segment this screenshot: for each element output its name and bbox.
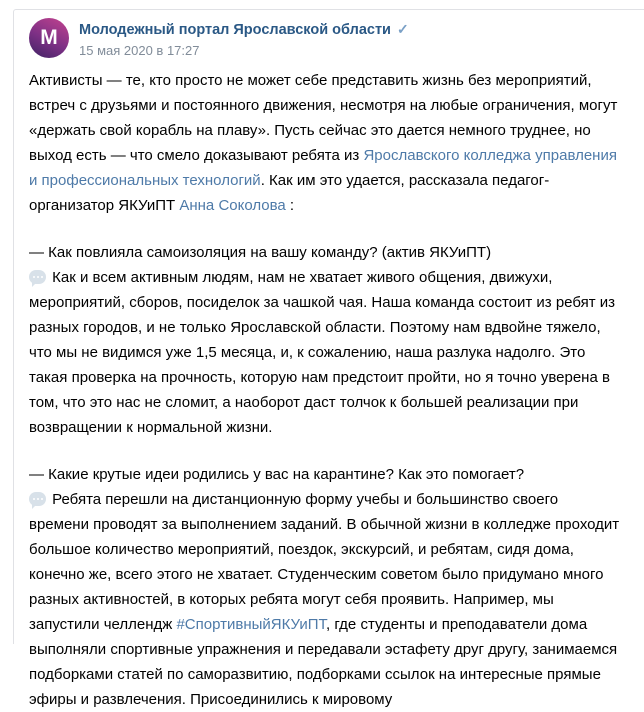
post-text-segment: — Как повлияла самоизоляция на вашу команду? (актив ЯКУиПТ) <box>29 244 491 261</box>
post-inline-link[interactable]: Ярославского колледжа управления и профессиональных технологий <box>29 147 617 189</box>
community-name-link[interactable]: Молодежный портал Ярославской области <box>79 22 391 38</box>
post-text-segment: Активисты — те, кто просто не может себе представить жизнь без мероприятий, встреч с друзьями и постоянного движения, несмотря на любые ограничения, могут «держать свой корабль на плаву». Пусть сейчас это дается немного труднее, но выход есть — что смело доказывают ребята из <box>29 72 617 164</box>
speech-bubble-emoji <box>29 270 46 284</box>
verified-icon: ✓ <box>397 21 409 37</box>
post-header-info <box>79 18 409 60</box>
post-text-segment: . Как им это удается, рассказала педагог-организатор ЯКУиПТ <box>29 172 549 214</box>
post-inline-link[interactable]: Анна Соколова <box>179 197 285 214</box>
post-text-segment: — Какие крутые идеи родились у вас на карантине? Как это помогает? <box>29 466 524 483</box>
emoji-dots <box>33 498 35 500</box>
post-timestamp-link[interactable]: 15 мая 2020 в 17:27 <box>79 42 199 60</box>
post-text <box>29 68 621 712</box>
post-text-segment: Как и всем активным людям, нам не хватает живого общения, движухи, мероприятий, сборов, посиделок за чашкой чая. Наша команда состоит из ребят из разных городов, и не только Ярославской области. Поэтому нам вдвойне тяжело, что мы не видимся уже 1,5 месяца, и, к сожалению, наша разлука надолго. Это такая проверка на прочность, которую нам предстоит пройти, но я точно уверена в том, что это нас не сломит, а наоборот даст толчок к большей реализации при возвращении к нормальной жизни. <box>29 269 615 436</box>
post-text-segment: : <box>286 197 294 214</box>
post-paragraph <box>29 68 621 218</box>
community-avatar[interactable]: M <box>29 18 69 58</box>
post-header <box>29 18 620 60</box>
post-inline-link[interactable]: #СпортивныйЯКУиПТ <box>176 616 326 633</box>
community-name-row <box>79 20 409 40</box>
post-paragraph <box>29 240 621 440</box>
emoji-dots <box>33 276 35 278</box>
post-text-segment: Ребята перешли на дистанционную форму учебы и большинство своего времени проводят за выполнением заданий. В обычной жизни в колледже проходит большое количество мероприятий, поездок, экскурсий, и ребятам, сидя дома, конечно же, всего этого не хватает. Студенческим советом было придумано много разных активностей, в которых ребята могут себя проявить. Например, мы запустили челлендж <box>29 491 619 633</box>
post-card <box>13 9 644 644</box>
post-text-segment: , где студенты и преподаватели дома выполняли спортивные упражнения и передавали эстафету друг другу, занимаемся подборками статей по саморазвитию, подборками ссылок на интересные прямые эфиры и развлечения. Присоединились к мировому <box>29 616 617 708</box>
post-paragraph <box>29 462 621 712</box>
speech-bubble-emoji <box>29 492 46 506</box>
